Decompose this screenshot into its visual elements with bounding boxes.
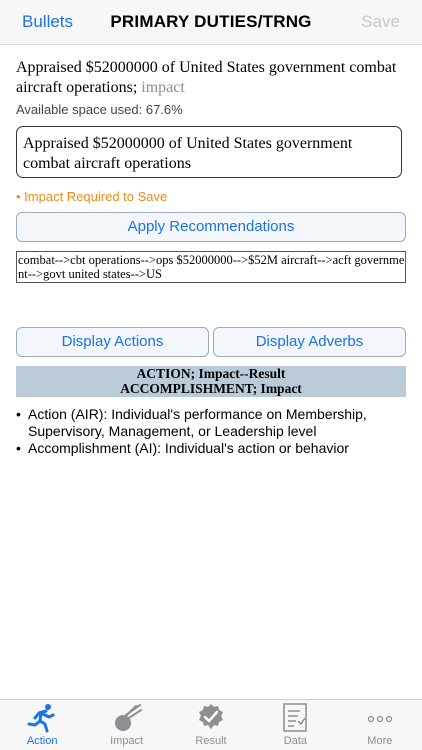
check-badge-icon bbox=[194, 703, 228, 733]
definition-list bbox=[16, 406, 408, 457]
abbreviation-suggestions: combat-->cbt operations-->ops $52000000-->$52M aircraft-->acft government-->govt united states-->US bbox=[18, 253, 405, 281]
tab-bar bbox=[0, 699, 422, 750]
more-dots-icon bbox=[363, 703, 397, 733]
bullet-preview-text: Appraised $52000000 of United States government combat aircraft operations; bbox=[16, 59, 397, 96]
tab-data[interactable] bbox=[253, 700, 337, 750]
format-header-line2: ACCOMPLISHMENT; Impact bbox=[120, 381, 302, 396]
meteor-icon bbox=[110, 703, 144, 733]
tab-result[interactable] bbox=[169, 700, 253, 750]
format-header-line1: ACTION; Impact--Result bbox=[136, 366, 286, 381]
save-button[interactable]: Save bbox=[361, 12, 400, 31]
tab-action[interactable] bbox=[0, 700, 84, 750]
impact-placeholder: impact bbox=[141, 79, 185, 96]
tab-impact[interactable] bbox=[84, 700, 168, 750]
bullet-preview bbox=[16, 58, 408, 98]
definition-item-action: • Action (AIR): Individual's performance on Membership, Supervisory, Management, or Leadership level bbox=[16, 406, 408, 440]
page-title: PRIMARY DUTIES/TRNG bbox=[110, 12, 312, 31]
tab-label: Impact bbox=[110, 735, 144, 747]
apply-recommendations-button[interactable]: Apply Recommendations bbox=[16, 212, 406, 242]
definition-item-accomplishment: • Accomplishment (AI): Individual's action or behavior bbox=[16, 440, 408, 457]
impact-required-warning: • Impact Required to Save bbox=[16, 189, 168, 204]
display-actions-button[interactable]: Display Actions bbox=[16, 327, 209, 357]
checklist-icon bbox=[278, 703, 312, 733]
tab-label: Result bbox=[195, 735, 227, 747]
tab-more[interactable] bbox=[338, 700, 422, 750]
back-button[interactable]: Bullets bbox=[22, 12, 74, 31]
running-person-icon bbox=[25, 703, 59, 733]
display-adverbs-button[interactable]: Display Adverbs bbox=[213, 327, 406, 357]
tab-label: More bbox=[367, 735, 393, 747]
tab-label: Data bbox=[283, 735, 308, 747]
space-used-indicator: Available space used: 67.6% bbox=[16, 102, 183, 117]
action-text-field[interactable]: Appraised $52000000 of United States government combat aircraft operations bbox=[16, 126, 402, 178]
tab-label: Action bbox=[26, 735, 58, 747]
format-header bbox=[16, 366, 406, 397]
navigation-bar bbox=[0, 0, 422, 45]
